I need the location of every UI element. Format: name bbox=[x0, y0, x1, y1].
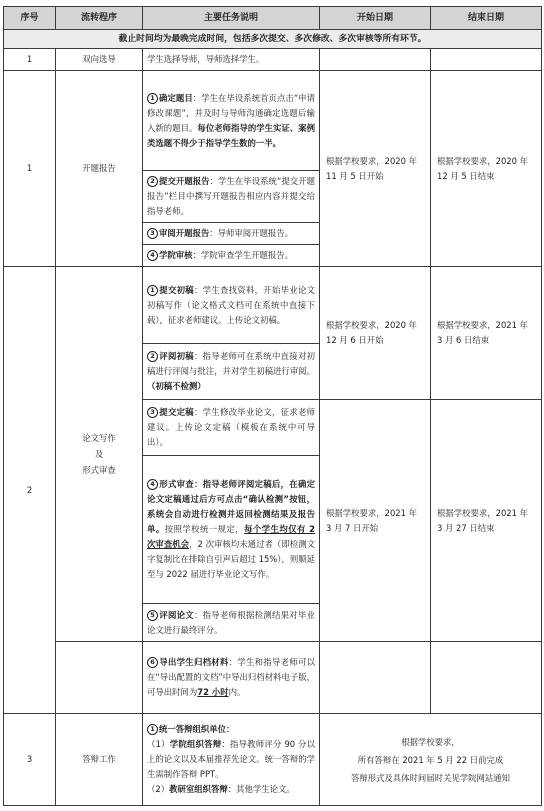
header-row bbox=[4, 7, 542, 30]
task-title: 学院审核 bbox=[159, 250, 193, 260]
defense-schedule-cell bbox=[320, 714, 542, 806]
step-number-badge: 6 bbox=[147, 657, 158, 668]
task-title: 审阅开题报告 bbox=[159, 228, 210, 238]
task-export-archive bbox=[143, 642, 320, 714]
task-emphasis: 每位老师指导的学生实证、案例类选题不得少于指导学生数的一半。 bbox=[147, 122, 316, 148]
task-text: ：指导老师根据检测结果对毕业论文进行最终评分。 bbox=[147, 609, 316, 635]
schedule-table bbox=[3, 6, 542, 806]
process-name-line: 形式审查 bbox=[82, 465, 116, 475]
schedule-line: 答辩形式及具体时间届时关见学院网站通知 bbox=[350, 772, 511, 783]
task-defense-organization bbox=[143, 714, 320, 806]
task-title: 确定题目 bbox=[159, 92, 193, 103]
task-title: 评阅论文 bbox=[159, 609, 194, 620]
task-emphasis-underlined: 72 小时 bbox=[197, 687, 229, 697]
task-title: 形式审查 bbox=[159, 479, 194, 489]
task-grade-thesis bbox=[143, 604, 320, 642]
table-row bbox=[4, 49, 542, 71]
task-text: ：指导老师可在系统中直接对初稿进行评阅与批注，并对学生初稿进行审阅。 bbox=[147, 351, 316, 376]
task-text: ：学生和指导老师可以在“导出配置的文档”中导出归档材料电子版，可导出时间为 bbox=[147, 657, 315, 697]
item-text: ：其他学生论文。 bbox=[227, 784, 295, 794]
item-label: （1） bbox=[147, 739, 170, 749]
start-date-cell bbox=[320, 642, 431, 714]
table-row bbox=[4, 714, 542, 806]
task-text: ：学院审查学生开题报告。 bbox=[192, 250, 293, 260]
task-format-review bbox=[143, 456, 320, 604]
process-name: 开题报告 bbox=[56, 71, 143, 267]
start-date-cell bbox=[320, 49, 431, 71]
task-emphasis: （初稿不检测） bbox=[147, 381, 206, 391]
process-name: 双向选导 bbox=[56, 49, 143, 71]
schedule-line: 根据学校要求， bbox=[401, 736, 460, 747]
header-tasks: 主要任务说明 bbox=[143, 7, 320, 30]
task-college-review bbox=[143, 245, 320, 267]
row-number: 1 bbox=[4, 49, 56, 71]
step-number-badge: 2 bbox=[147, 176, 158, 187]
task-review-draft bbox=[143, 344, 320, 400]
table-row bbox=[4, 267, 542, 344]
step-number-badge: 4 bbox=[147, 479, 158, 490]
process-name-line: 及 bbox=[94, 449, 104, 459]
task-title: 导出学生归档材料 bbox=[159, 657, 229, 667]
step-number-badge: 1 bbox=[147, 724, 158, 735]
step-number-badge: 3 bbox=[147, 407, 158, 418]
step-number-badge: 1 bbox=[147, 93, 158, 104]
table-row bbox=[4, 642, 542, 714]
start-date-cell: 根据学校要求，2020 年 11 月 5 日开始 bbox=[320, 71, 431, 267]
task-emphasis-underlined: 每个学生均仅有 2 次审查机会 bbox=[147, 524, 316, 549]
task-text: ：学生在毕设系统首页点击“申请修改课题”，并及时与导师沟通确定选题后输入新的题目。 bbox=[147, 92, 316, 133]
task-title: 提交开题报告 bbox=[159, 176, 210, 186]
item-title: 教研室组织答辩 bbox=[169, 784, 228, 794]
row-number: 1 bbox=[4, 71, 56, 267]
step-number-badge: 2 bbox=[147, 351, 158, 362]
task-text: ：学生修改毕业论文，征求老师建议。上传论文定稿（模板在系统中可导出）。 bbox=[147, 407, 316, 447]
step-number-badge: 3 bbox=[147, 228, 158, 239]
schedule-line: 所有答辩在 2021 年 5 月 22 日前完成 bbox=[357, 754, 504, 765]
defense-college-item bbox=[147, 737, 315, 782]
task-text: 按照学校统一规定， bbox=[164, 524, 245, 534]
end-date-cell: 根据学校要求，2021 年 3 月 6 日结束 bbox=[431, 267, 542, 400]
task-text: ：导师审阅开题报告。 bbox=[209, 228, 293, 238]
item-label: （2） bbox=[147, 784, 170, 794]
end-date-cell: 根据学校要求，2021 年 3 月 27 日结束 bbox=[431, 400, 542, 642]
table-row bbox=[4, 71, 542, 171]
task-submit-draft bbox=[143, 267, 320, 344]
item-text: ：指导教师评分 90 分以上的论文以及本届推荐先论文。统一答辩的学生需制作答辩 PPT。 bbox=[147, 739, 315, 779]
task-description: 学生选择导师，导师选择学生。 bbox=[143, 49, 320, 71]
step-number-badge: 5 bbox=[147, 610, 158, 621]
task-title: 统一答辩组织单位 bbox=[159, 724, 226, 734]
process-name-line: 论文写作 bbox=[82, 433, 116, 443]
notice-row bbox=[4, 30, 542, 49]
defense-department-item bbox=[147, 782, 315, 797]
task-title-colon: ： bbox=[226, 724, 235, 734]
header-no: 序号 bbox=[4, 7, 56, 30]
task-emphasis: ：指导老师评阅定稿后，在确定论文定稿通过后方可点击“确认检测”按钮，系统会自动进行检测并返回检测结果及报告单。 bbox=[147, 479, 316, 534]
row-number: 3 bbox=[4, 714, 56, 806]
end-date-cell: 根据学校要求，2020 年 12 月 5 日结束 bbox=[431, 71, 542, 267]
step-number-badge: 4 bbox=[147, 250, 158, 261]
start-date-cell: 根据学校要求，2020 年 12 月 6 日开始 bbox=[320, 267, 431, 400]
process-name bbox=[56, 267, 143, 642]
task-text: 内。 bbox=[228, 687, 246, 697]
task-title: 评阅初稿 bbox=[159, 351, 194, 361]
task-submit-final bbox=[143, 400, 320, 456]
task-title: 提交初稿 bbox=[159, 284, 194, 295]
header-process: 流转程序 bbox=[56, 7, 143, 30]
end-date-cell bbox=[431, 49, 542, 71]
process-name bbox=[56, 642, 143, 714]
item-title: 学院组织答辩 bbox=[169, 739, 222, 749]
step-number-badge: 1 bbox=[147, 285, 158, 296]
deadline-notice: 截止时间均为最晚完成时间，包括多次提交、多次修改、多次审核等所有环节。 bbox=[4, 30, 542, 49]
task-confirm-topic bbox=[143, 71, 320, 171]
task-text: ：学生在毕设系统“提交开题报告”栏目中撰写开题报告相应内容并提交给指导老师。 bbox=[147, 176, 316, 216]
task-text: ：学生查找资料，开始毕业论文初稿写作（论文格式文档可在系统中直接下载），征求老师建议。上传论文初稿。 bbox=[147, 284, 316, 325]
task-review-proposal bbox=[143, 223, 320, 245]
task-title: 提交定稿 bbox=[159, 407, 194, 417]
row-number: 2 bbox=[4, 267, 56, 714]
process-name: 答辩工作 bbox=[56, 714, 143, 806]
task-text: ，2 次审核均未通过者（即检测文字复制比在排除自引声后超过 15%），则顺延至与 2022 届进行毕业论文写作。 bbox=[147, 539, 315, 579]
task-submit-proposal bbox=[143, 171, 320, 223]
end-date-cell bbox=[431, 642, 542, 714]
header-end-date: 结束日期 bbox=[431, 7, 542, 30]
start-date-cell: 根据学校要求，2021 年 3 月 7 日开始 bbox=[320, 400, 431, 642]
header-start-date: 开始日期 bbox=[320, 7, 431, 30]
task-heading bbox=[147, 722, 315, 737]
